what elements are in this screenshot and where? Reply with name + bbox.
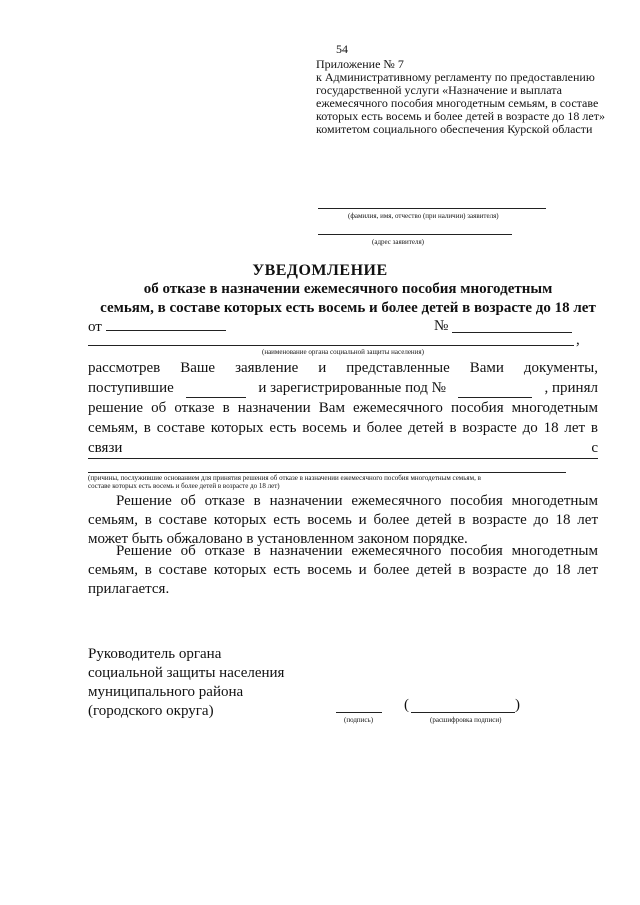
page-number: 54: [336, 42, 348, 56]
signer-line: (городского округа): [88, 703, 214, 719]
paren-close: ): [515, 697, 520, 713]
signer-line: социальной защиты населения: [88, 665, 285, 681]
signer-line: муниципального района: [88, 684, 244, 700]
annex-line: которых есть восемь и более детей в возрасте до 18 лет»: [316, 109, 605, 123]
received-date-field[interactable]: [186, 383, 246, 398]
from-number-row: [88, 316, 598, 337]
body-word: представленные: [346, 360, 450, 376]
body-line: семьям, в составе которых есть восемь и более детей в возрасте до 18 лет в: [88, 420, 598, 436]
signature-decode-caption: (расшифровка подписи): [430, 716, 502, 724]
body-text: с: [591, 440, 598, 456]
body-text: поступившие: [88, 380, 174, 396]
body-line: [88, 358, 598, 378]
body-word: Ваше: [180, 360, 216, 376]
applicant-name-line: [318, 208, 546, 209]
from-label: от: [88, 319, 102, 335]
annex-header: [316, 58, 616, 136]
reasons-caption: составе которых есть восемь и более детей в возрасте до 18 лет): [88, 482, 280, 490]
annex-line: ежемесячного пособия многодетным семьям, в составе: [316, 96, 599, 110]
date-field[interactable]: [106, 316, 226, 331]
annex-line: комитетом социального обеспечения Курской области: [316, 122, 593, 136]
body-text: связи: [88, 440, 123, 456]
reasons-line: [88, 472, 566, 473]
notice-subtitle-line: семьям, в составе которых есть восемь и более детей в возрасте до 18 лет: [100, 300, 596, 316]
body-word: заявление: [235, 360, 299, 376]
authority-comma: ,: [576, 332, 580, 348]
reasons-caption: (причины, послужившие основанием для принятия решения об отказе в назначении ежемесячного пособия многодетным семьям, в: [88, 474, 481, 482]
applicant-address-line: [318, 234, 512, 235]
signer-block: [88, 645, 284, 721]
applicant-address-caption: (адрес заявителя): [372, 238, 424, 246]
body-text: и зарегистрированные под №: [258, 380, 446, 396]
notice-subtitle-line: об отказе в назначении ежемесячного пособия многодетным: [143, 281, 553, 297]
signature-line[interactable]: [336, 712, 382, 713]
annex-title: Приложение № 7: [316, 57, 404, 71]
reasons-line: [88, 458, 598, 459]
body-word: рассмотрев: [88, 360, 161, 376]
attached-paragraph: Решение об отказе в назначении ежемесячного пособия многодетным семьям, в составе которых есть восемь и более детей в возрасте до 18 лет прилагается.: [88, 543, 598, 597]
notice-subtitle: [88, 280, 608, 318]
appeal-paragraph: Решение об отказе в назначении ежемесячного пособия многодетным семьям, в составе которых есть восемь и более детей в возрасте до 18 лет может быть обжаловано в установленном законом порядке.: [88, 493, 598, 547]
number-field[interactable]: [452, 318, 572, 333]
authority-caption: (наименование органа социальной защиты населения): [262, 348, 424, 356]
body-word: документы,: [523, 360, 598, 376]
notice-title: УВЕДОМЛЕНИЕ: [252, 262, 388, 279]
applicant-name-caption: (фамилия, имя, отчество (при наличии) заявителя): [348, 212, 499, 220]
body-line: [88, 378, 598, 398]
annex-line: к Административному регламенту по предоставлению: [316, 70, 595, 84]
registration-number-field[interactable]: [458, 383, 532, 398]
body-word: и: [318, 360, 327, 376]
signature-caption: (подпись): [344, 716, 374, 724]
body-line: [88, 438, 598, 458]
annex-line: государственной услуги «Назначение и выплата: [316, 83, 563, 97]
signer-line: Руководитель органа: [88, 646, 222, 662]
body-text: , принял: [544, 380, 598, 396]
signature-decode-line[interactable]: [411, 712, 515, 713]
body-word: Вами: [469, 360, 504, 376]
paren-open: (: [404, 697, 409, 713]
number-label: №: [434, 318, 449, 334]
body-line: решение об отказе в назначении Вам ежемесячного пособия многодетным: [88, 400, 598, 416]
authority-line: [88, 345, 574, 346]
